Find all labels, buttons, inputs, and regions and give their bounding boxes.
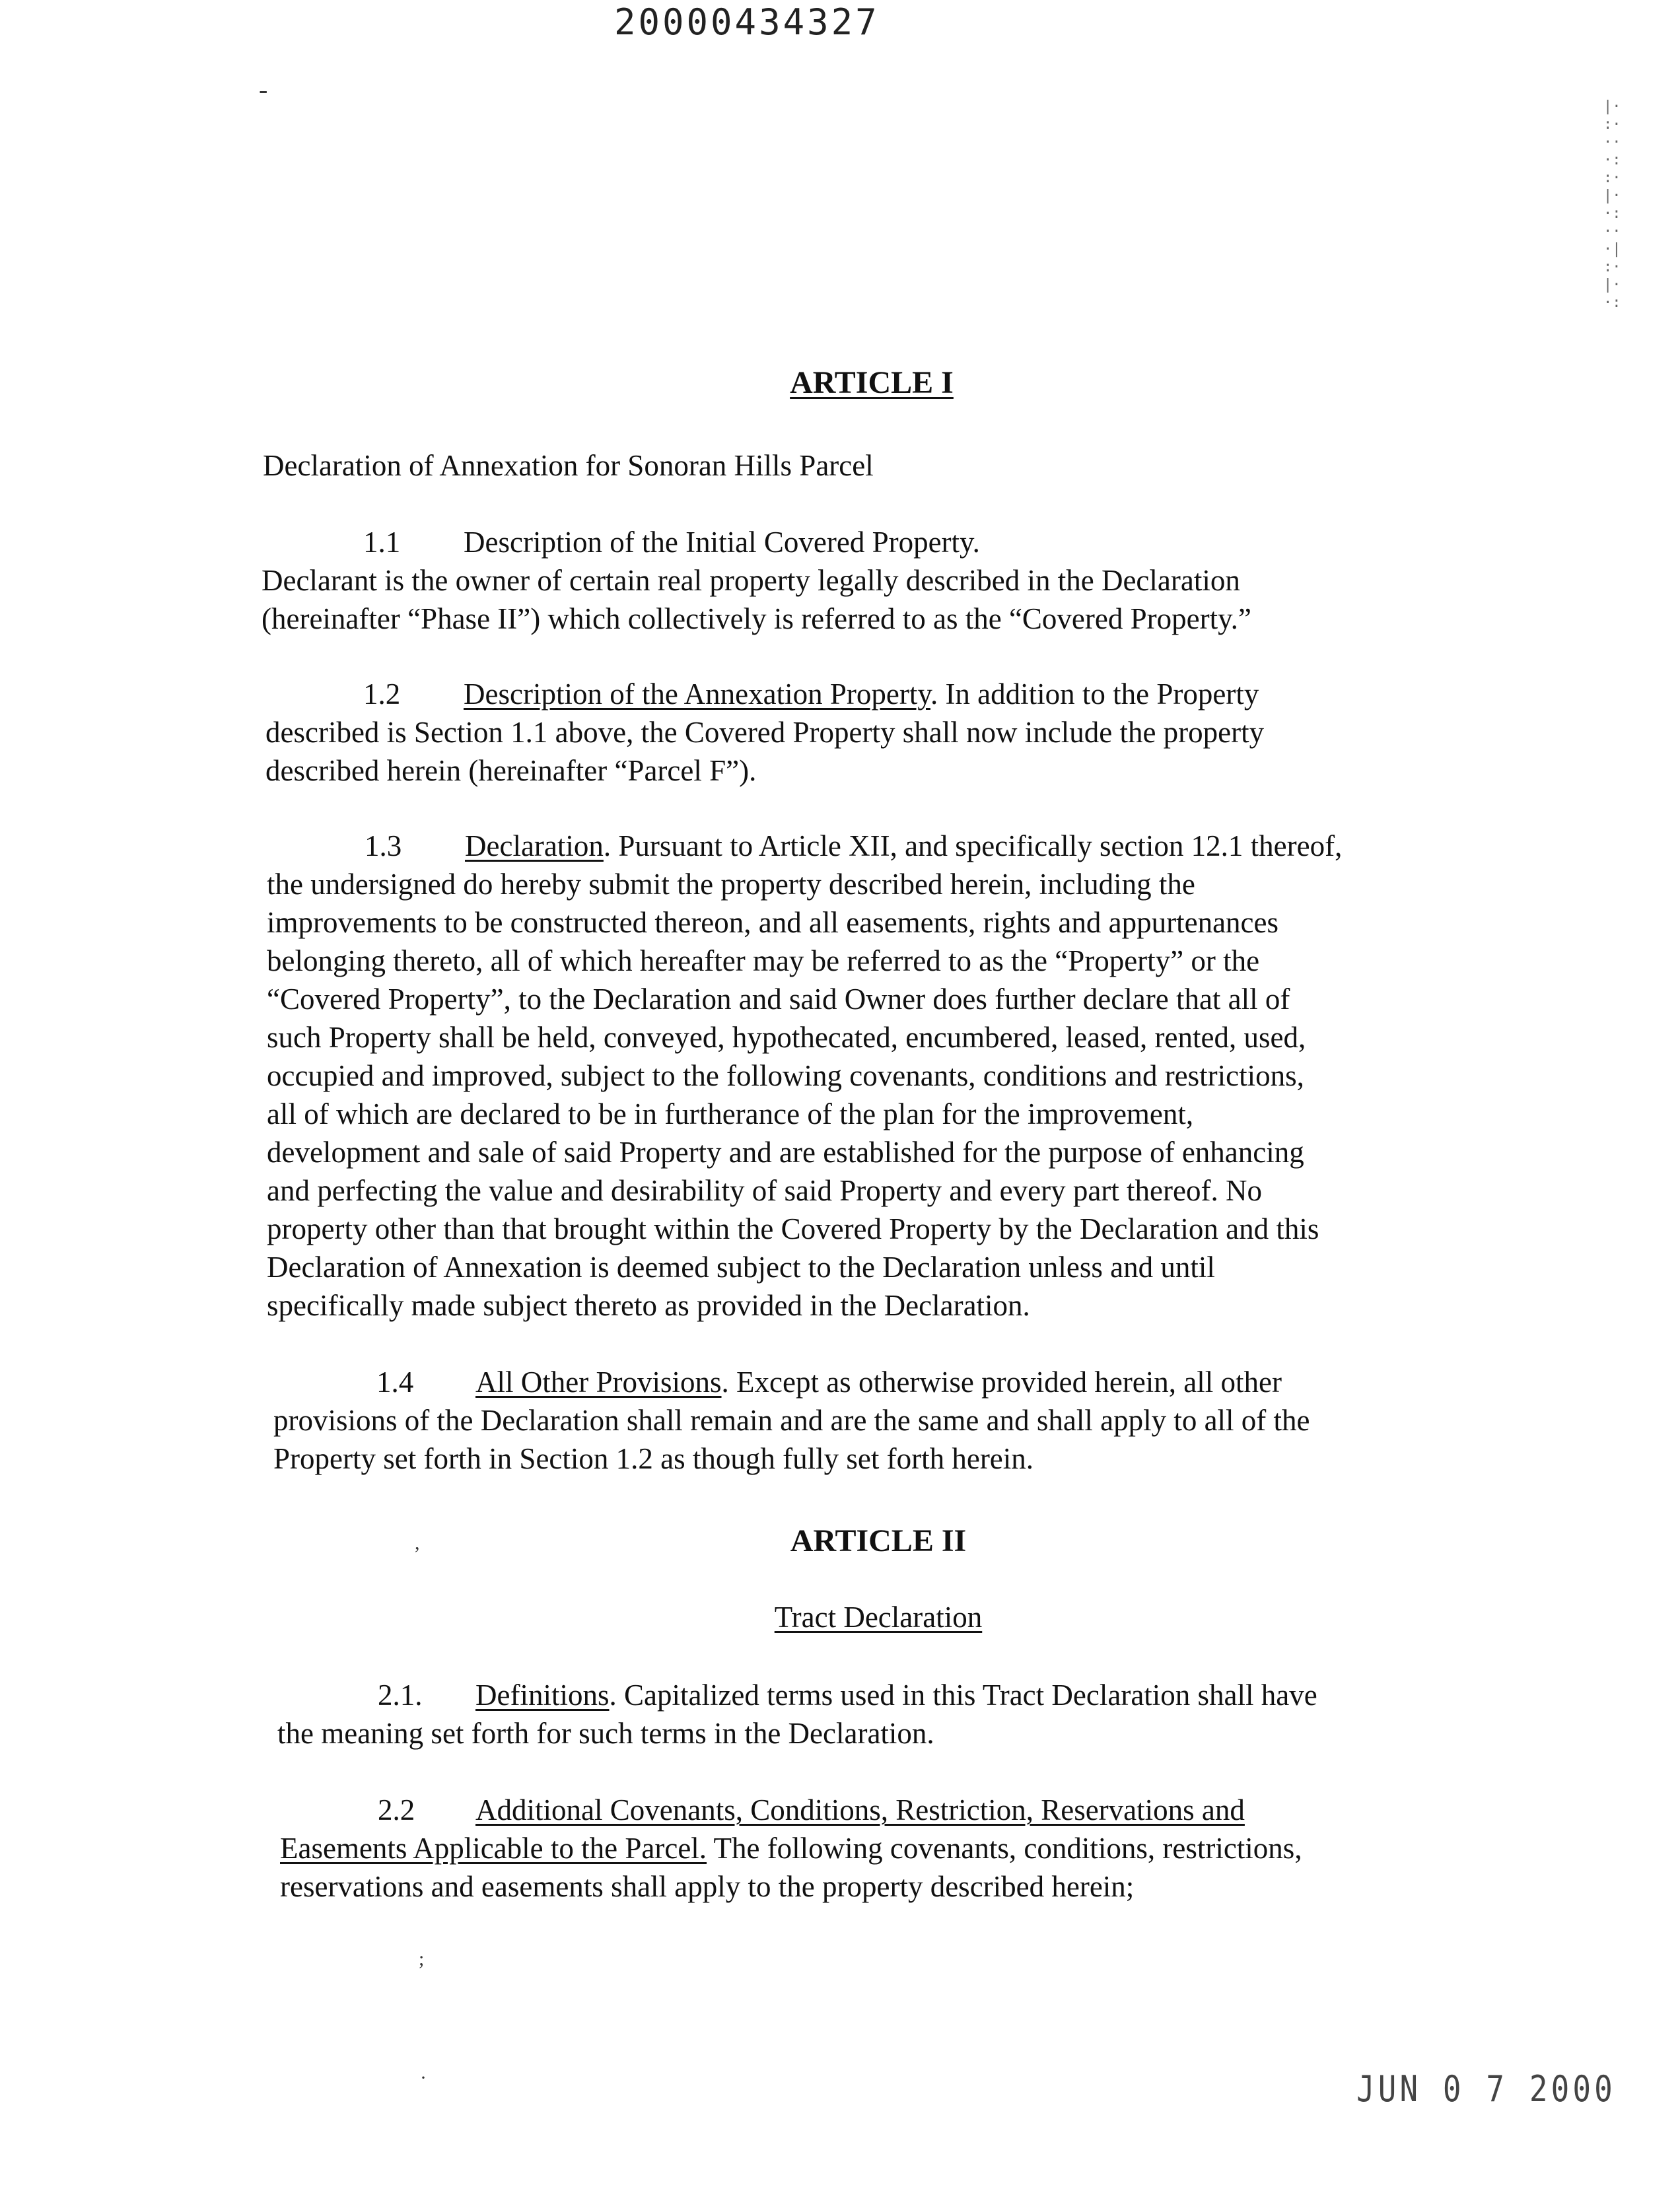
section-1-3-line: and perfecting the value and desirability of said Property and every part thereof. No bbox=[267, 1174, 1262, 1207]
stray-mark: , bbox=[415, 1532, 420, 1554]
section-2-2-line bbox=[280, 1829, 1302, 1867]
article-1-heading: ARTICLE I bbox=[790, 365, 954, 400]
section-1-3-line: specifically made subject thereto as provided in the Declaration. bbox=[267, 1289, 1030, 1322]
section-1-3-line: occupied and improved, subject to the following covenants, conditions and restrictions, bbox=[267, 1059, 1304, 1092]
section-1-3-line: Declaration of Annexation is deemed subject to the Declaration unless and until bbox=[267, 1251, 1215, 1284]
margin-marks: |· :· ·· ·: :· |· ·: ·· ·| :· |· ·: bbox=[1603, 98, 1621, 311]
article-2-heading: ARTICLE II bbox=[790, 1523, 967, 1558]
section-1-1-heading bbox=[363, 523, 980, 561]
section-2-1-title: Definitions bbox=[475, 1679, 610, 1712]
section-1-3-heading bbox=[365, 827, 1342, 865]
section-1-1-line: (hereinafter “Phase II”) which collectively is referred to as the “Covered Property.” bbox=[262, 602, 1251, 635]
stray-mark: ; bbox=[419, 1948, 425, 1970]
section-1-2-line: described herein (hereinafter “Parcel F”). bbox=[265, 754, 757, 787]
section-1-3-line: all of which are declared to be in furtherance of the plan for the improvement, bbox=[267, 1097, 1194, 1130]
section-1-3-text: . Pursuant to Article XII, and specifically section 12.1 thereof, bbox=[603, 829, 1343, 862]
section-1-4-line: provisions of the Declaration shall remain and are the same and shall apply to all of the bbox=[273, 1404, 1310, 1437]
section-1-3-line: improvements to be constructed thereon, and all easements, rights and appurtenances bbox=[267, 906, 1278, 939]
section-1-2-text: . In addition to the Property bbox=[930, 677, 1259, 711]
section-2-1-number: 2.1. bbox=[378, 1679, 423, 1712]
section-1-1-title: Description of the Initial Covered Property. bbox=[464, 526, 980, 559]
section-2-2-text: The following covenants, conditions, restrictions, bbox=[707, 1832, 1302, 1865]
section-2-2-heading bbox=[378, 1791, 1245, 1829]
section-1-3-line: “Covered Property”, to the Declaration and said Owner does further declare that all of bbox=[267, 983, 1290, 1016]
section-1-3-line: development and sale of said Property and are established for the purpose of enhancing bbox=[267, 1136, 1304, 1169]
section-2-2-line: reservations and easements shall apply to the property described herein; bbox=[280, 1870, 1135, 1903]
section-1-4-heading bbox=[376, 1363, 1282, 1401]
section-1-3-number: 1.3 bbox=[365, 829, 402, 862]
section-2-2-title: Additional Covenants, Conditions, Restriction, Reservations and bbox=[475, 1793, 1245, 1826]
section-1-3-line: property other than that brought within the Covered Property by the Declaration and this bbox=[267, 1212, 1319, 1245]
section-2-1-heading bbox=[378, 1676, 1317, 1714]
section-1-2-line: described is Section 1.1 above, the Covered Property shall now include the property bbox=[265, 716, 1265, 749]
stray-mark: - bbox=[259, 75, 268, 104]
document-number: 20000434327 bbox=[614, 1, 880, 43]
section-1-3-line: belonging thereto, all of which hereafter may be referred to as the “Property” or the bbox=[267, 944, 1260, 977]
stray-mark: · bbox=[420, 2067, 427, 2089]
section-1-2-number: 1.2 bbox=[363, 677, 401, 711]
date-stamp: JUN 0 7 2000 bbox=[1356, 2068, 1616, 2110]
section-1-2-title: Description of the Annexation Property bbox=[464, 677, 930, 711]
section-1-1-number: 1.1 bbox=[363, 526, 401, 559]
section-2-1-line: the meaning set forth for such terms in the Declaration. bbox=[277, 1717, 934, 1750]
section-1-3-line: such Property shall be held, conveyed, hypothecated, encumbered, leased, rented, used, bbox=[267, 1021, 1306, 1054]
section-1-1-line: Declarant is the owner of certain real property legally described in the Declaration bbox=[262, 564, 1240, 597]
section-1-4-text: . Except as otherwise provided herein, all other bbox=[721, 1366, 1282, 1399]
section-1-2-heading bbox=[363, 675, 1259, 713]
section-2-1-text: . Capitalized terms used in this Tract Declaration shall have bbox=[609, 1679, 1317, 1712]
section-1-4-number: 1.4 bbox=[376, 1366, 414, 1399]
section-1-4-title: All Other Provisions bbox=[475, 1366, 722, 1399]
section-2-2-title-cont: Easements Applicable to the Parcel. bbox=[280, 1832, 707, 1865]
article-2-subtitle: Tract Declaration bbox=[774, 1601, 983, 1634]
section-2-2-number: 2.2 bbox=[378, 1793, 415, 1826]
article-1-subtitle: Declaration of Annexation for Sonoran Hills Parcel bbox=[263, 449, 874, 482]
section-1-4-line: Property set forth in Section 1.2 as though fully set forth herein. bbox=[273, 1442, 1034, 1475]
section-1-3-line: the undersigned do hereby submit the property described herein, including the bbox=[267, 868, 1195, 901]
section-1-3-title: Declaration bbox=[465, 829, 604, 862]
